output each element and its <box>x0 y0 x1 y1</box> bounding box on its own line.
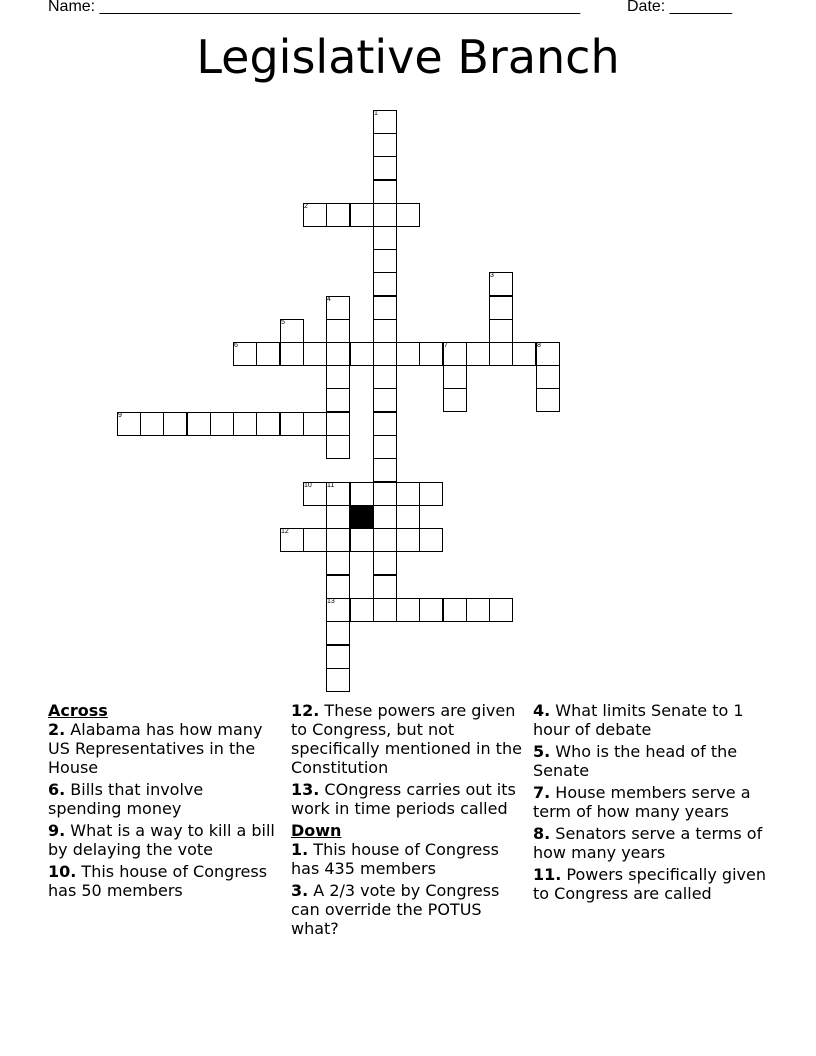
down-heading: Down <box>291 821 342 840</box>
grid-cell[interactable] <box>233 412 257 436</box>
clue-number-10: 10 <box>304 482 312 489</box>
grid-cell[interactable] <box>280 342 304 366</box>
clue-number-3: 3 <box>490 272 494 279</box>
clue-down-3: 3. A 2/3 vote by Congress can override the POTUS what? <box>291 881 500 938</box>
clue-across-2: 2. Alabama has how many US Representatives in the House <box>48 720 263 777</box>
grid-cell[interactable] <box>512 342 536 366</box>
grid-cell[interactable] <box>373 156 397 180</box>
clue-number-2: 2 <box>304 203 308 210</box>
grid-cell[interactable] <box>326 621 350 645</box>
clue-across-13: 13. COngress carries out its work in time periods called <box>291 780 516 818</box>
grid-cell[interactable] <box>489 319 513 343</box>
grid-cell[interactable] <box>466 342 490 366</box>
grid-cell[interactable] <box>373 388 397 412</box>
clue-down-7: 7. House members serve a term of how many years <box>533 783 751 821</box>
grid-cell[interactable] <box>419 528 443 552</box>
clue-down-8: 8. Senators serve a terms of how many years <box>533 824 763 862</box>
clue-number-5: 5 <box>281 319 285 326</box>
grid-cell[interactable] <box>373 598 397 622</box>
grid-cell[interactable] <box>326 203 350 227</box>
grid-cell[interactable] <box>326 365 350 389</box>
clue-across-10: 10. This house of Congress has 50 members <box>48 862 268 900</box>
grid-cell[interactable] <box>419 598 443 622</box>
grid-cell[interactable] <box>373 180 397 204</box>
grid-cell[interactable] <box>396 482 420 506</box>
grid-cell[interactable] <box>350 598 374 622</box>
clue-down-4: 4. What limits Senate to 1 hour of debate <box>533 701 744 739</box>
grid-cell[interactable] <box>443 598 467 622</box>
date-label: Date: <box>627 0 670 15</box>
grid-cell[interactable] <box>326 668 350 692</box>
grid-cell[interactable] <box>373 505 397 529</box>
grid-cell[interactable] <box>326 388 350 412</box>
grid-cell[interactable] <box>303 342 327 366</box>
grid-cell[interactable] <box>326 528 350 552</box>
grid-cell[interactable] <box>373 342 397 366</box>
grid-cell[interactable] <box>326 645 350 669</box>
across-heading: Across <box>48 701 108 720</box>
grid-cell[interactable] <box>326 435 350 459</box>
grid-cell[interactable] <box>210 412 234 436</box>
grid-cell[interactable] <box>140 412 164 436</box>
grid-cell[interactable] <box>326 319 350 343</box>
grid-cell[interactable] <box>373 296 397 320</box>
grid-cell[interactable] <box>396 342 420 366</box>
clue-down-11: 11. Powers specifically given to Congress are called <box>533 865 766 903</box>
grid-cell[interactable] <box>396 203 420 227</box>
clue-down-1: 1. This house of Congress has 435 members <box>291 840 499 878</box>
grid-cell[interactable] <box>326 412 350 436</box>
grid-cell[interactable] <box>396 505 420 529</box>
grid-cell[interactable] <box>419 482 443 506</box>
grid-cell[interactable] <box>256 412 280 436</box>
clue-number-1: 1 <box>374 110 378 117</box>
clue-number-6: 6 <box>234 342 238 349</box>
grid-cell[interactable] <box>373 133 397 157</box>
grid-cell[interactable] <box>326 575 350 599</box>
grid-cell[interactable] <box>373 249 397 273</box>
clue-number-4: 4 <box>327 296 331 303</box>
grid-cell[interactable] <box>163 412 187 436</box>
grid-cell[interactable] <box>326 342 350 366</box>
grid-cell[interactable] <box>396 528 420 552</box>
clue-down-5: 5. Who is the head of the Senate <box>533 742 738 780</box>
grid-cell[interactable] <box>373 551 397 575</box>
grid-cell[interactable] <box>187 412 211 436</box>
grid-cell[interactable] <box>373 365 397 389</box>
clue-number-11: 11 <box>327 482 335 489</box>
grid-cell[interactable] <box>489 598 513 622</box>
grid-cell[interactable] <box>536 365 560 389</box>
grid-cell[interactable] <box>350 528 374 552</box>
grid-cell[interactable] <box>373 575 397 599</box>
grid-cell[interactable] <box>466 598 490 622</box>
clues-column-2 <box>291 701 526 941</box>
grid-cell[interactable] <box>443 365 467 389</box>
clue-number-9: 9 <box>118 412 122 419</box>
clue-number-12: 12 <box>281 528 289 535</box>
grid-cell[interactable] <box>373 435 397 459</box>
grid-cell[interactable] <box>350 342 374 366</box>
grid-cell[interactable] <box>303 528 327 552</box>
grid-cell[interactable] <box>373 203 397 227</box>
grid-cell[interactable] <box>396 598 420 622</box>
grid-cell[interactable] <box>489 342 513 366</box>
grid-cell[interactable] <box>373 319 397 343</box>
grid-cell[interactable] <box>536 388 560 412</box>
clue-across-9: 9. What is a way to kill a bill by delaying the vote <box>48 821 275 859</box>
grid-cell[interactable] <box>303 412 327 436</box>
grid-cell[interactable] <box>350 203 374 227</box>
grid-cell[interactable] <box>373 528 397 552</box>
clues-column-1 <box>48 701 278 903</box>
clue-across-12: 12. These powers are given to Congress, but not specifically mentioned in the Constitution <box>291 701 522 777</box>
grid-cell-black <box>350 505 374 529</box>
name-label: Name: <box>48 0 100 15</box>
grid-cell[interactable] <box>373 458 397 482</box>
grid-cell[interactable] <box>326 505 350 529</box>
grid-cell[interactable] <box>373 482 397 506</box>
date-line: _______ <box>669 0 732 15</box>
clues-column-3 <box>533 701 773 906</box>
grid-cell[interactable] <box>373 226 397 250</box>
grid-cell[interactable] <box>350 482 374 506</box>
name-line: ______________________________________________________ <box>99 0 581 15</box>
grid-cell[interactable] <box>443 388 467 412</box>
clue-number-13: 13 <box>327 598 335 605</box>
grid-cell[interactable] <box>489 296 513 320</box>
clue-number-7: 7 <box>444 342 448 349</box>
grid-cell[interactable] <box>373 412 397 436</box>
clue-number-8: 8 <box>537 342 541 349</box>
clue-across-6: 6. Bills that involve spending money <box>48 780 204 818</box>
grid-cell[interactable] <box>326 551 350 575</box>
grid-cell[interactable] <box>280 412 304 436</box>
grid-cell[interactable] <box>373 272 397 296</box>
grid-cell[interactable] <box>419 342 443 366</box>
page-title: Legislative Branch <box>196 30 620 84</box>
grid-cell[interactable] <box>256 342 280 366</box>
